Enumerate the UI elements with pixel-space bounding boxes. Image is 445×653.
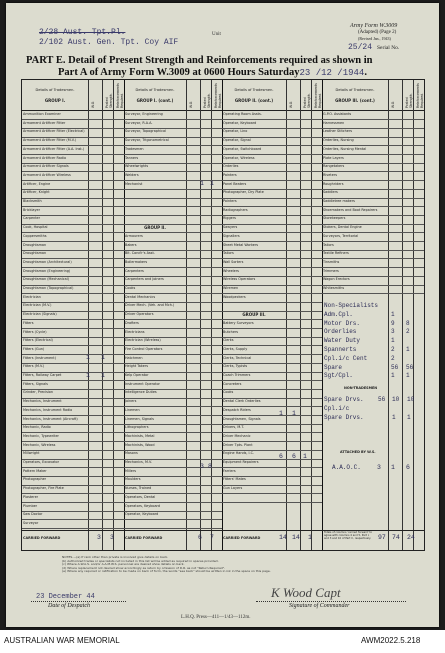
trade-row-label: Fitters (Cycle) [23,329,47,334]
trade-row-label: Carpenter [23,216,41,221]
attached-value-c: 6 [406,464,410,471]
trade-row-label: Sheet Metal Workers [223,242,259,247]
column-header-group: GROUP I. (cont.) [136,98,174,103]
note-line: (d) Where replacement not desired show accordingly as return by omission of D.R. as not "Return Required". [62,565,226,570]
trade-row-label: Surveyor [23,520,39,525]
trade-row-label: Cook, Hospital [23,225,48,230]
trade-row-label: Textile Refiners [323,251,349,256]
note-line: (e) Where any required or ratification to be made on back of form, the words "see back" should be written in ink in the space on this page. [62,569,271,574]
trade-row-label: Bakers [125,242,137,247]
column-header-wo: W.O. [91,100,95,108]
trade-row-label: Driver Mech. (Veh. and Mch.) [125,303,175,308]
trade-row-label: Radiographers [223,207,248,212]
trade-row-label: Operator, Switchboard [223,146,262,151]
trade-row-label: Grinder, Precision [23,390,54,395]
non-specialist-value-b: 56 [406,363,414,371]
trade-row-label: Moulders [125,477,141,482]
trade-row-label: Tanners [125,155,139,160]
column-divider [102,80,103,550]
trade-row-label: Carpenters [125,268,144,273]
column-header-reinforcements: Reinforcements Required. [314,83,322,108]
column-header-reinforcements: Reinforcements Required. [116,83,124,108]
non-specialist-value-b: 1 [406,372,410,380]
trade-row-label: Fitters (Instrument) [23,355,56,360]
trade-row-label: Operator, Wireless [223,155,255,160]
trade-row-label: Operator, Keyboard [223,120,257,125]
note-line: (b) Authorized trades or specialists not included in this list will be added as required in spaces provided. [62,558,219,563]
trade-row-label: Ammunition Examiner [23,112,61,116]
row-rule [124,528,222,529]
trade-row-label: Mechanist [125,181,143,186]
group-heading: GROUP II. [144,225,166,231]
driver-mechanic-value-c: 1 [303,453,307,460]
trade-row-label: Fitters' Mates [223,477,246,482]
date-line [31,601,126,602]
carried-forward-label: CARRIED FORWARD [23,536,61,540]
column-header-group: GROUP III. (cont.) [335,98,375,103]
non-specialist-value-a: 9 [391,319,395,327]
electrical-value-a: 1 [86,354,90,361]
non-specialist-value-a: 1 [391,372,395,380]
trade-row-label: Riggers [223,216,236,221]
non-specialist-value-a: 56 [391,363,399,371]
attached-heading: ATTACHED BY W.S. [340,450,376,454]
trade-row-label: Harnessmen [323,120,345,125]
trade-row-label: Joiners [125,399,137,404]
row-rule [222,502,322,503]
trade-row-label: Mechanic, Wireless [23,442,56,447]
aaoc-label: A.A.O.C. [332,464,361,471]
trade-row-label: Machinists, Metal [125,433,155,438]
unit-typed-line-2: 2/102 Aust. Gen. Tpt. Coy AIF [39,38,179,47]
cpl-ic-label: Cpl.i/c [324,405,350,412]
trade-row-label: Storekeepers [323,216,346,221]
trade-row-label: Armourers [125,233,143,238]
signature-label: Signature of Commander [289,603,350,609]
printer-imprint: L.H.Q. Press—411—1/43—112m. [181,615,251,620]
trade-row-label: Kelp Operator [125,373,149,377]
trade-row-label: Plasterer [23,494,39,499]
attached-value-a: 3 [377,464,381,471]
trade-row-label: Nurses, Trained [125,486,152,491]
trade-row-label: Artificer, Knight [23,190,50,195]
non-specialist-label: Spannerts [324,346,357,353]
trade-row-label: Wagon Erectors [323,277,350,282]
trade-row-label: Draughtsman [23,242,47,247]
group-heading: GROUP III. [242,312,266,318]
spare-drivers-value: 10 [407,396,415,403]
non-specialist-label: Non-Specialists [324,302,379,309]
unit-typed-line-1: 2/28 Aust. Tpt.Pl. [39,28,126,37]
trade-row-label: Panel Beaters [223,181,247,186]
spare-drivers-label: Spare Drvs. [324,396,364,403]
trade-row-label: Clerks [223,338,234,343]
trade-row-label: Clerks, Supply [223,346,248,351]
trade-row-label: Mechanic, Radio [23,425,51,430]
trade-row-label: Draughtsmen, Signals [223,416,261,421]
form-name: Army Form W.3009 [350,23,398,29]
mechanics-mv-value-a: 3 [200,463,204,470]
column-header-reinforcements: Reinforcements Required. [214,83,222,108]
column-header-group: GROUP I. [44,98,66,103]
trade-row-label: Surveyor, R.A.A. [125,120,153,125]
trade-row-label: Photographer, Dry Plate [223,190,264,195]
trade-row-label: Fire Control Operators [125,346,163,351]
spare-drivers-value: 10 [392,396,400,403]
form-title-end: . [364,67,367,78]
col4-total-a: 97 [378,534,386,541]
trade-row-label: Rangetakers [323,164,345,169]
trade-row-label: Concreters [223,381,242,386]
form-adapted: (Adapted) (Page 2) [358,30,397,35]
column-divider [300,80,301,550]
trade-row-label: Saddletree makers [323,199,355,203]
trade-row-label: Cooks [223,390,234,395]
trade-row-label: Fitters, Signals [23,381,48,386]
mechanist-reinf-value: 1 [210,180,214,187]
trade-row-label: Sawyers [223,225,238,230]
trade-row-label: Wheelers [223,268,239,273]
trade-row-label: Draughtsman (Engineering) [23,268,71,273]
col1-total-reinf: 3 [110,534,114,541]
mechanics-mv-value-b: 8 [208,463,212,470]
trade-row-label: Saddlers [323,190,338,195]
trade-row-label: Plumber [23,503,38,508]
col3-total-b: 14 [292,534,300,541]
col4-total-b: 74 [392,534,400,541]
col3-total-a: 14 [279,534,287,541]
trade-row-label: Operators, Dental [125,494,156,499]
trade-row-label: Masons [125,451,138,456]
column-divider [388,80,389,550]
trade-row-label: Orderlies, Nursing Mental [323,146,367,151]
column-divider [113,80,114,550]
strength-table [21,79,425,551]
trade-row-label: Lithographers [125,425,149,430]
trade-row-label: Surveyor, Engineering [125,112,163,116]
trade-row-label: Electrician (M.V.) [23,303,52,308]
date-of-despatch-label: Date of Despatch [48,603,90,609]
trade-row-label: Photographer, Fire Plate [23,486,64,491]
serial-number: 25/24 [348,43,373,52]
trade-row-label: Cooks [125,286,136,290]
trade-row-label: Drivers, M.T. [223,425,245,430]
trade-row-label: Clerks, Typists [223,364,248,369]
form-title-line-2 [58,67,367,78]
trade-row-label: Mechanics, Instrument (Aircraft) [23,416,78,421]
spare-drivers-value: 56 [378,396,386,403]
trade-row-label: Pointers [223,199,237,203]
unit-label: Unit [212,32,221,37]
date-of-despatch-value: 23 December 44 [36,593,95,601]
column-header-posted: Posted Strength. [303,93,311,108]
column-header-wo: W.O. [289,100,293,108]
trade-row-label: Clerks, Technical [223,355,252,360]
commander-signature: K Wood Capt [271,585,341,600]
non-specialist-label: Sgt/Cpl. [324,372,353,380]
row-rule [22,528,124,529]
column-header-wo: W.O. [391,100,395,108]
trade-row-label: Electricians [125,329,145,334]
trade-row-label: Plate Layers [323,155,344,160]
archive-credit-right: AWM2022.5.218 [361,636,421,645]
notes-block [62,556,271,574]
trade-row-label: Orderlies [223,164,239,169]
trade-row-label: Operator, Lino [223,129,248,134]
column-header-trade: Details of Tradesmen. [135,88,175,92]
non-tradesmen-heading: NON-TRADESMEN [344,386,378,390]
col4-total-c: 24 [407,534,415,541]
fitters-mv-value-a: 1 [86,372,90,379]
non-specialist-label: Orderlies [324,328,357,336]
col1-total-posted: 3 [97,534,101,541]
trade-row-label: Operators, Excavator [23,460,60,464]
trade-row-label: Leather Stitchers [323,129,353,134]
trade-row-label: Welders [125,172,139,177]
trade-row-label: G.P.O. Assistants [323,112,352,116]
non-specialist-value-a: 3 [391,328,395,336]
totals-note: Totals of columns 'carried forward' to agree with columns 4 and 5, Part I, and 3 and 10 of Part C, respectively. [324,531,372,540]
trade-row-label: Electrician [23,294,41,299]
archive-credit-left: AUSTRALIAN WAR MEMORIAL [4,636,120,645]
spare-drivers-2-value: 1 [392,414,396,421]
trade-row-label: Armament Artificer Radio [23,155,67,160]
trade-row-label: Linemen [125,407,140,412]
carried-forward-label: CARRIED FORWARD [125,536,163,540]
trade-row-label: Armament Artificer Fitter [23,120,66,125]
attached-value-b: 1 [391,464,395,471]
trade-row-label: Armament Artificer Signals [23,164,69,169]
driver-mechanic-value-b: 6 [292,453,296,460]
column-header-trade: Details of Tradesmen. [335,88,375,92]
non-specialist-value-a: 1 [391,337,395,345]
trade-row-label: Painters [223,172,237,177]
trade-row-label: Equipment Repairers [223,460,259,464]
clerks-value-a: 1 [279,410,283,417]
trade-row-label: Roughriders [323,181,344,186]
column-divider [200,80,201,550]
trade-row-label: Dental Mechanics [125,294,156,299]
row-rule [124,198,222,199]
trade-row-label: Despatch Riders [223,407,251,412]
row-rule [222,493,322,494]
trade-row-label: Height Takers [125,364,148,369]
column-divider [311,80,312,550]
column-header-reinforcements: Reinforcements Required. [416,83,424,108]
electrical-value-b: 1 [101,354,105,361]
column-header-trade: Details of Tradesmen. [35,88,75,92]
column-divider [186,80,187,550]
trade-row-label: Mechanics, Instrument [23,399,62,404]
column-header-group: GROUP II. (cont.) [234,98,274,103]
col3-total-c: 1 [308,534,312,541]
clerks-value-b: 1 [292,410,296,417]
trade-row-label: Fitters (M.V.) [23,364,45,369]
signature-line [256,601,406,602]
trade-row-label: Machinists, Wood [125,442,155,447]
trade-row-label: Electrician (Wireless) [125,338,161,343]
trade-row-label: Surveyors, Territorial [323,233,359,238]
header-separator [22,110,424,111]
column-header-trade: Details of Tradesmen. [234,88,274,92]
trade-row-label: Driver Operators [125,312,154,317]
non-specialist-label: Cpl.i/c Cent [324,354,368,362]
trade-row-label: Electrician (Signals) [23,312,57,317]
fitters-mv-value-b: 1 [101,372,105,379]
non-specialist-value-a: 2 [391,354,395,362]
trade-row-label: Hatchmen [125,355,143,360]
non-specialist-label: Motor Drs. [324,319,361,327]
trade-row-label: Wireless Operators [223,277,256,282]
row-rule [124,206,222,207]
trade-row-label: Linemen, Signals [125,416,154,421]
trade-row-label: Mechanics, M.V. [125,460,152,464]
form-title-prefix: Part A of Army Form W.3009 at 0600 Hours Saturday [58,67,300,78]
column-header-posted: Posted Strength. [105,93,113,108]
trade-row-label: Instrument Operator [125,381,160,386]
non-specialist-label: Spare [324,363,343,371]
archive-credit-bar [0,630,445,653]
trade-row-label: Operating Room Assts. [223,112,262,116]
trade-row-label: Bricklayer [23,207,40,212]
carried-forward-label: CARRIED FORWARD [223,536,261,540]
col2-total-reinf: 7 [210,534,214,541]
trade-row-label: Fitters (Gun) [23,346,45,351]
trade-row-label: Tailors [323,242,334,247]
serial-label: Serial No. [377,45,400,51]
trade-row-label: Armament Artificer Fitter (A.A. Inst.) [23,146,85,151]
trade-row-label: Wiremen [223,286,239,290]
form-title-line-1: PART E. Detail of Present Strength and Reinforcements required as shown in [26,55,373,66]
trade-row-label: Operators, Keyboard [125,503,161,508]
trade-row-label: Pattern Maker [23,468,47,473]
non-specialist-value-b: 8 [406,319,410,327]
trade-row-label: Draughtsman [23,251,47,256]
non-specialist-label: Water Duty [324,337,361,345]
trade-row-label: Armament Artificer Fitter (M.V.) [23,138,76,143]
trade-row-label: Fitters (Electrical) [23,338,53,343]
trade-row-label: Tradesmen [125,146,144,151]
trade-row-label: Riveters [323,172,337,177]
trade-row-label: Orderlies, Nursing [323,138,354,143]
trade-row-label: Engine Hands, I.C. [223,451,255,456]
form-revised: (Revised Jan., 1943) [358,36,391,41]
trade-row-label: Operator, Keyboard [125,512,159,517]
trade-row-label: Battery Surveyors [223,320,254,325]
column-divider [402,80,403,550]
trade-row-label: Surveyor, Topographical [125,129,166,134]
row-rule [222,302,322,303]
trade-row-label: Wheelwrights [125,164,149,169]
trade-row-label: Drafters [125,320,139,325]
column-divider [413,80,414,550]
row-rule [124,189,222,190]
non-specialist-label: Adm.Cpl. [324,310,353,318]
trade-row-label: Butchers [223,329,239,334]
form-title-date: 23 /12 /1944 [299,68,365,78]
trade-row-label: Blacksmith [23,199,42,203]
spare-drivers-2-value: 1 [407,414,411,421]
trade-row-label: Millwright [23,451,40,456]
trade-row-label: Draughtsman (Mechanical) [23,277,69,282]
trade-row-label: Fitters, Railway Carpet [23,373,62,377]
trade-row-label: Trimmers [323,268,339,273]
trade-row-label: Millers [125,468,136,473]
form-sheet [6,3,439,627]
trade-row-label: Whitesmiths [323,286,345,290]
column-divider [211,80,212,550]
column-divider [286,80,287,550]
trade-row-label: Surveyor, Trigonometrical [125,138,169,143]
trade-row-label: Bit. Cond'r's Asst. [125,251,155,256]
trade-row-label: Gun Layers [223,486,243,491]
non-specialist-value-a: 2 [391,346,395,353]
trade-row-label: Farriers [223,468,236,473]
trade-row-label: Armament Artificer Fitter (Electrical) [23,129,85,134]
trade-row-label: Operator, Signal [223,138,251,143]
trade-row-label: Artificer, Engine [23,181,51,186]
column-divider [88,80,89,550]
note-line: NOTES.—(a) If rank other than private is involved give details on back. [62,555,169,559]
trade-row-label: Signallers [223,233,240,238]
trade-row-label: Coach Trimmers [223,373,251,377]
trade-row-label: Boilermakers [125,259,148,264]
non-specialist-value-b: 2 [406,328,410,336]
trade-row-label: Mechanics, Instrument Radio [23,407,73,412]
trade-row-label: Wall Sorters [223,259,244,264]
column-header-posted: Posted Strength. [405,93,413,108]
row-rule [322,293,424,294]
spare-drivers-2-label: Spare Drvs. [324,414,364,421]
trade-row-label: Driver Mechanic [223,433,251,438]
col2-total-posted: 6 [198,534,202,541]
trade-row-label: Draughtsman (Architectural) [23,259,72,264]
trade-row-label: Tailors [223,251,234,256]
trade-row-label: Coppersmiths [23,233,47,238]
trade-row-label: Driver Tpts. Plant [223,442,253,447]
mechanist-posted-value: 1 [200,180,204,187]
trade-row-label: Dental Clerk Orderlies [223,399,261,404]
trade-row-label: Woodpeckers [223,294,246,299]
trade-row-label: Armament Artificer Wireless [23,172,71,177]
non-specialist-value-b: 1 [406,346,410,353]
trade-row-label: Saw Doctor [23,512,43,517]
trade-row-label: Fitters [23,320,34,325]
column-header-wo: W.O. [189,100,193,108]
note-line: (c) Where A.W.A.S. and/or A.A.M.W.S. personnel are desired show details on back. [62,562,185,567]
trade-row-label: Tinsmiths [323,259,340,264]
trade-row-label: Intelligence Duties [125,390,157,395]
trade-row-label: Shoemakers and Boot Repairers [323,207,378,212]
trade-row-label: Carpenters and Joiners [125,277,164,282]
trade-row-label: Photographer [23,477,47,482]
trade-row-label: Mechanic, Typewriter [23,433,59,438]
trade-row-label: Draughtsman (Topographical) [23,286,74,290]
row-rule [124,215,222,216]
row-rule [124,519,222,520]
trade-row-label: Stokers, Dental Engine [323,225,362,230]
driver-mechanic-value-a: 6 [279,453,283,460]
non-specialist-value-a: 1 [391,310,395,318]
column-header-posted: Posted Strength. [203,93,211,108]
